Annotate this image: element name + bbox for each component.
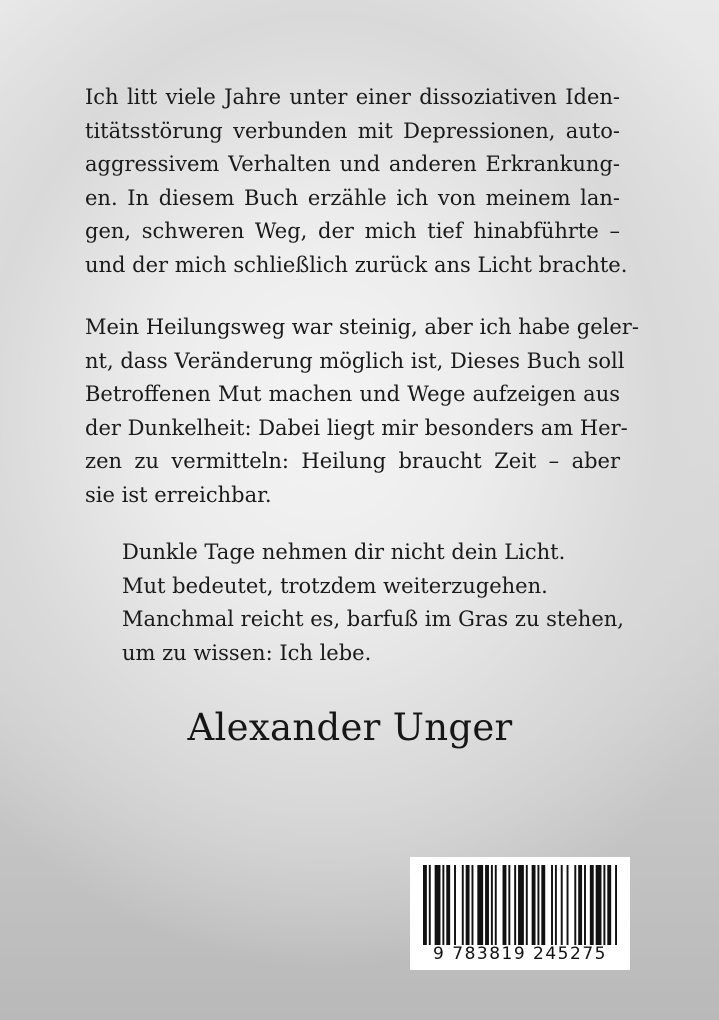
author-name: Alexander Unger [187,706,513,749]
isbn-number: 9 783819 245275 [433,944,607,964]
text-line: aggressivem Verhalten und anderen Erkrankung- [85,152,620,176]
barcode-bar [555,865,557,945]
barcode-bar [503,865,507,945]
barcode-bar [435,865,441,945]
barcode-bar [596,865,602,945]
barcode-bar [567,865,569,945]
text-line: nt, dass Veränderung möglich ist, Dieses Buch soll [85,348,625,373]
text-line: Mein Heilungsweg war steinig, aber ich habe geler- [85,315,639,339]
barcode-bar [514,865,516,945]
barcode-bar [485,865,489,945]
barcode-bar [603,865,605,945]
barcode-bar [584,865,586,945]
text-line: und der mich schließlich zurück ans Licht brachte. [85,252,628,277]
barcode-bar [537,865,539,945]
barcode-bar [508,865,510,945]
barcode-bar [518,865,524,945]
barcode-bar [574,865,576,945]
barcode-bar [446,865,450,945]
barcode-bar [472,865,474,945]
barcode-bars-icon [423,865,617,945]
blurb-paragraph-1 [85,81,628,282]
barcode-bar [590,865,594,945]
barcode-bar [561,865,563,945]
barcode-bar [578,865,582,945]
barcode-bar [541,865,545,945]
text-line: zen zu vermitteln: Heilung braucht Zeit – aber [85,449,620,473]
text-line: sie ist erreichbar. [85,482,272,507]
poem-line: Mut bedeutet, trotzdem weiterzugehen. [122,573,548,598]
barcode-bar [429,865,431,945]
barcode-bar [442,865,444,945]
barcode-bar [551,865,553,945]
barcode-bar [477,865,483,945]
text-line: Ich litt viele Jahre unter einer dissoziativen Iden- [85,85,620,109]
barcode-bar [466,865,470,945]
barcode-bar [607,865,611,945]
text-line: der Dunkelheit: Dabei liegt mir besonders am Her- [85,415,628,440]
text-line: Betroffenen Mut machen und Wege aufzeigen aus [85,382,620,406]
text-line: gen, schweren Weg, der mich tief hinabführte – [85,219,620,243]
barcode-bar [462,865,464,945]
poem-line: um zu wissen: Ich lebe. [122,640,372,665]
barcode-bar [495,865,497,945]
poem-line: Dunkle Tage nehmen dir nicht dein Licht. [122,540,566,564]
text-line: en. In diesem Buch erzähle ich von meinem lan- [85,185,620,210]
barcode-bar [532,865,536,945]
barcode-bar [615,865,617,945]
poem-line: Manchmal reicht es, barfuß im Gras zu stehen, [122,607,624,631]
barcode-bar [491,865,493,945]
barcode [410,857,630,970]
barcode-bar [526,865,528,945]
poem [122,536,624,670]
text-line: titätsstörung verbunden mit Depressionen, auto- [85,118,620,143]
blurb-paragraph-2 [85,311,639,512]
barcode-bar [423,865,427,945]
barcode-bar [454,865,456,945]
